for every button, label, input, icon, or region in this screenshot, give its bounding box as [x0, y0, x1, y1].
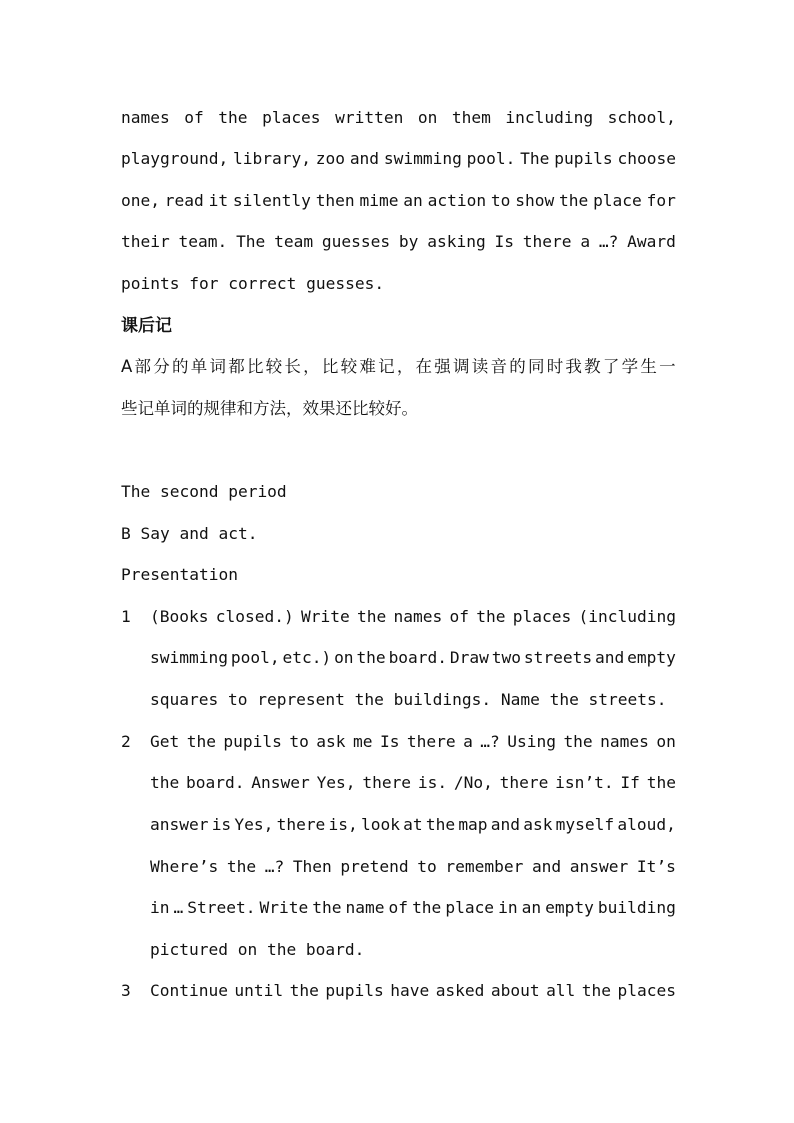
step-number: 1 — [121, 607, 131, 626]
step-line: answer is Yes, there is, look at the map and ask myself aloud, — [150, 815, 676, 834]
intro-line: their team. The team guesses by asking Is there a …? Award — [121, 232, 676, 251]
step-number: 2 — [121, 732, 131, 751]
intro-line: one, read it silently then mime an action to show the place for — [121, 191, 676, 210]
step-line: Get the pupils to ask me Is there a …? Using the names on — [150, 732, 676, 751]
step-line: Continue until the pupils have asked about all the places — [150, 981, 676, 1000]
step-line: in … Street. Write the name of the place in an empty building — [150, 898, 676, 917]
section-title: B Say and act. — [121, 524, 258, 543]
intro-line: points for correct guesses. — [121, 274, 385, 293]
step-line: squares to represent the buildings. Name the streets. — [150, 690, 667, 709]
step-line: the board. Answer Yes, there is. /No, there isn’t. If the — [150, 773, 676, 792]
period-title: The second period — [121, 482, 287, 501]
notes-heading: 课后记 — [121, 316, 172, 336]
step-line: Where’s the …? Then pretend to remember and answer It’s — [150, 857, 676, 876]
step-number: 3 — [121, 981, 131, 1000]
step-line: pictured on the board. — [150, 940, 365, 959]
intro-line: names of the places written on them including school, — [121, 108, 676, 127]
step-line: (Books closed.) Write the names of the places (including — [150, 607, 676, 626]
intro-line: playground, library, zoo and swimming pool. The pupils choose — [121, 149, 676, 168]
presentation-title: Presentation — [121, 565, 238, 584]
notes-line: 些记单词的规律和方法，效果还比较好。 — [121, 399, 418, 418]
notes-line: A 部 分 的 单 词 都 比 较 长 ， 比 较 难 记 ， 在 强 调 读 音 的 同 时 我 教 了 学 生 一 — [121, 357, 676, 376]
step-line: swimming pool, etc.) on the board. Draw two streets and empty — [150, 648, 676, 667]
